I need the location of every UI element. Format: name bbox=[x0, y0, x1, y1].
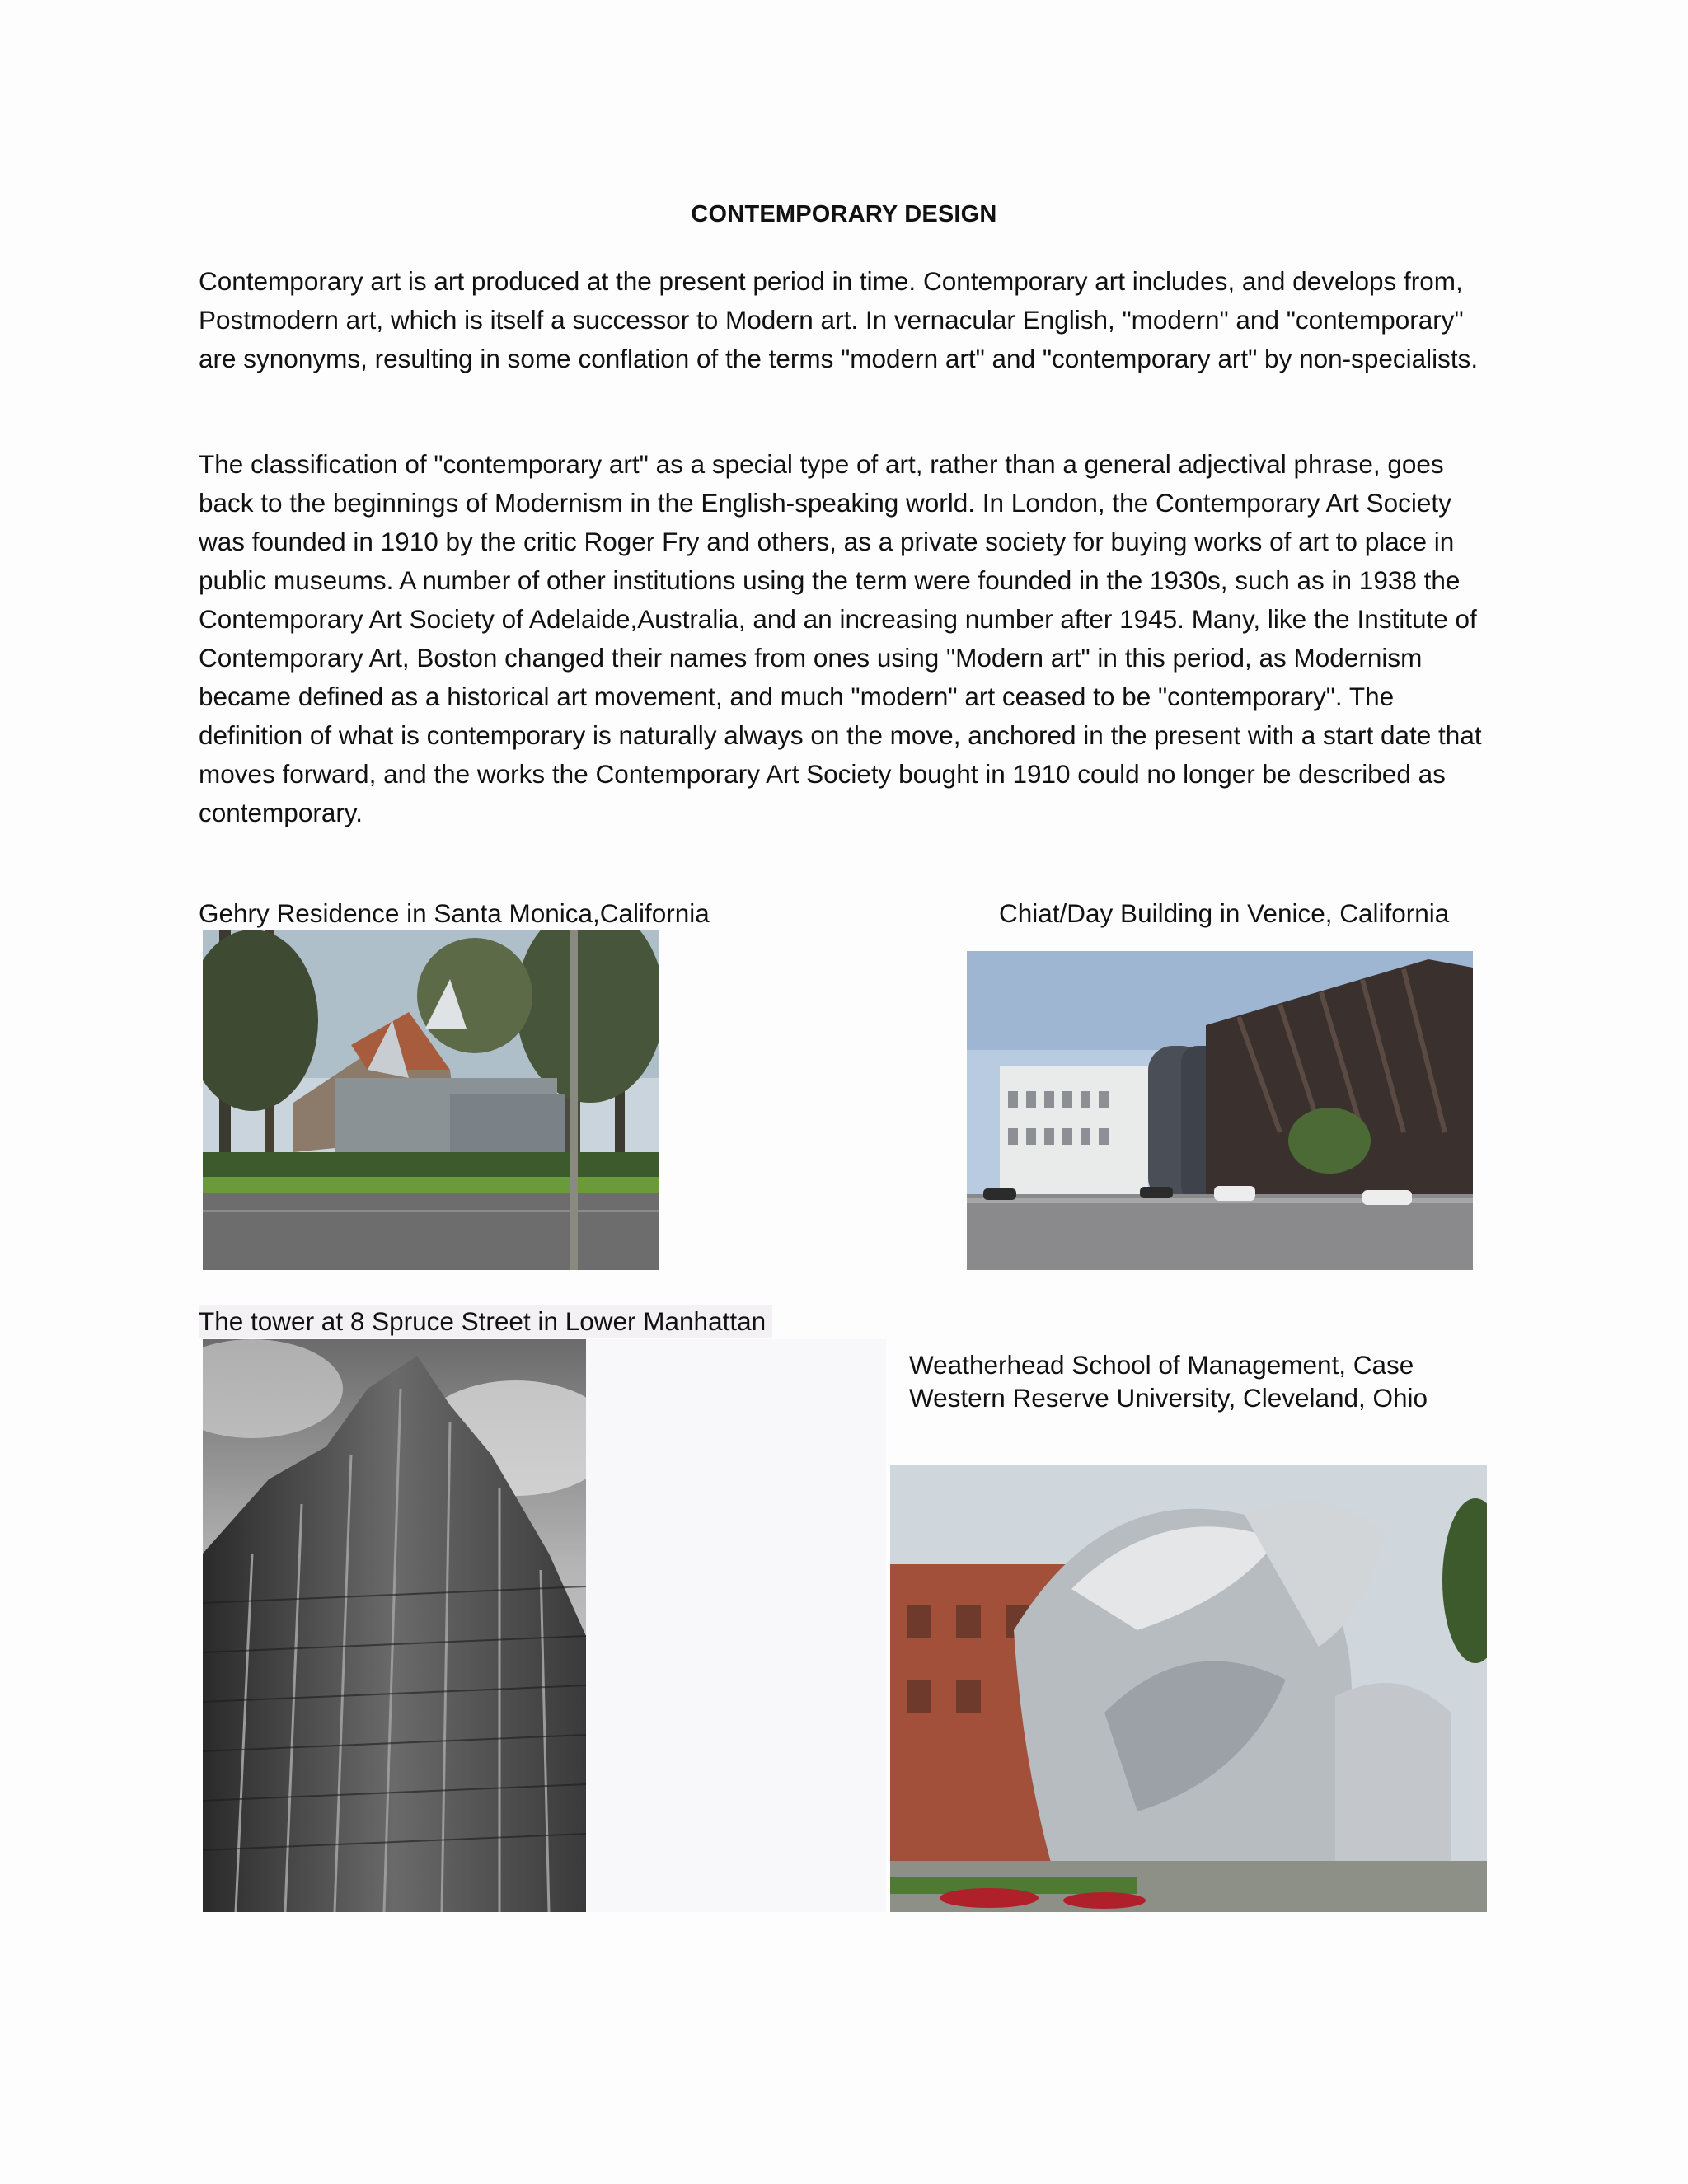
figure-caption-8-spruce-street: The tower at 8 Spruce Street in Lower Manhattan bbox=[199, 1305, 772, 1338]
figure-caption-weatherhead-school: Weatherhead School of Management, Case Western Reserve University, Cleveland, Ohio bbox=[909, 1350, 1428, 1413]
paragraph-2: The classification of "contemporary art" as a special type of art, rather than a general adjectival phrase, goes back to the beginnings of Modernism in the English-speaking world. In London, the Contemporary Art Society was founded in 1910 by the critic Roger Fry and others, as a private society for buying works of art to place in public museums. A number of other institutions using the term were founded in the 1930s, such as in 1938 the Contemporary Art Society of Adelaide,Australia, and an increasing number after 1945. Many, like the Institute of Contemporary Art, Boston changed their names from ones using "Modern art" in this period, as Modernism became defined as a historical art movement, and much "modern" art ceased to be "contemporary". The definition of what is contemporary is naturally always on the move, anchored in the present with a start date that moves forward, and the works the Contemporary Art Society bought in 1910 could no longer be described as contemporary. bbox=[199, 449, 1482, 827]
document-title: CONTEMPORARY DESIGN bbox=[691, 201, 997, 227]
photo-weatherhead-school bbox=[890, 1465, 1487, 1912]
paragraph-1: Contemporary art is art produced at the present period in time. Contemporary art includes, and develops from, Postmodern art, which is itself a successor to Modern art. In vernacular English, "modern" and "contemporary" are synonyms, resulting in some conflation of the terms "modern art" and "contemporary art" by non-specialists. bbox=[199, 266, 1479, 373]
photo-8-spruce-street bbox=[203, 1339, 586, 1912]
figure-caption-gehry-residence: Gehry Residence in Santa Monica,California bbox=[199, 898, 710, 928]
figure-caption-chiat-day-building: Chiat/Day Building in Venice, California bbox=[999, 898, 1450, 928]
photo-chiat-day-building bbox=[967, 951, 1473, 1270]
photo-gehry-residence bbox=[203, 930, 659, 1270]
figure-background-panel bbox=[585, 1339, 886, 1912]
